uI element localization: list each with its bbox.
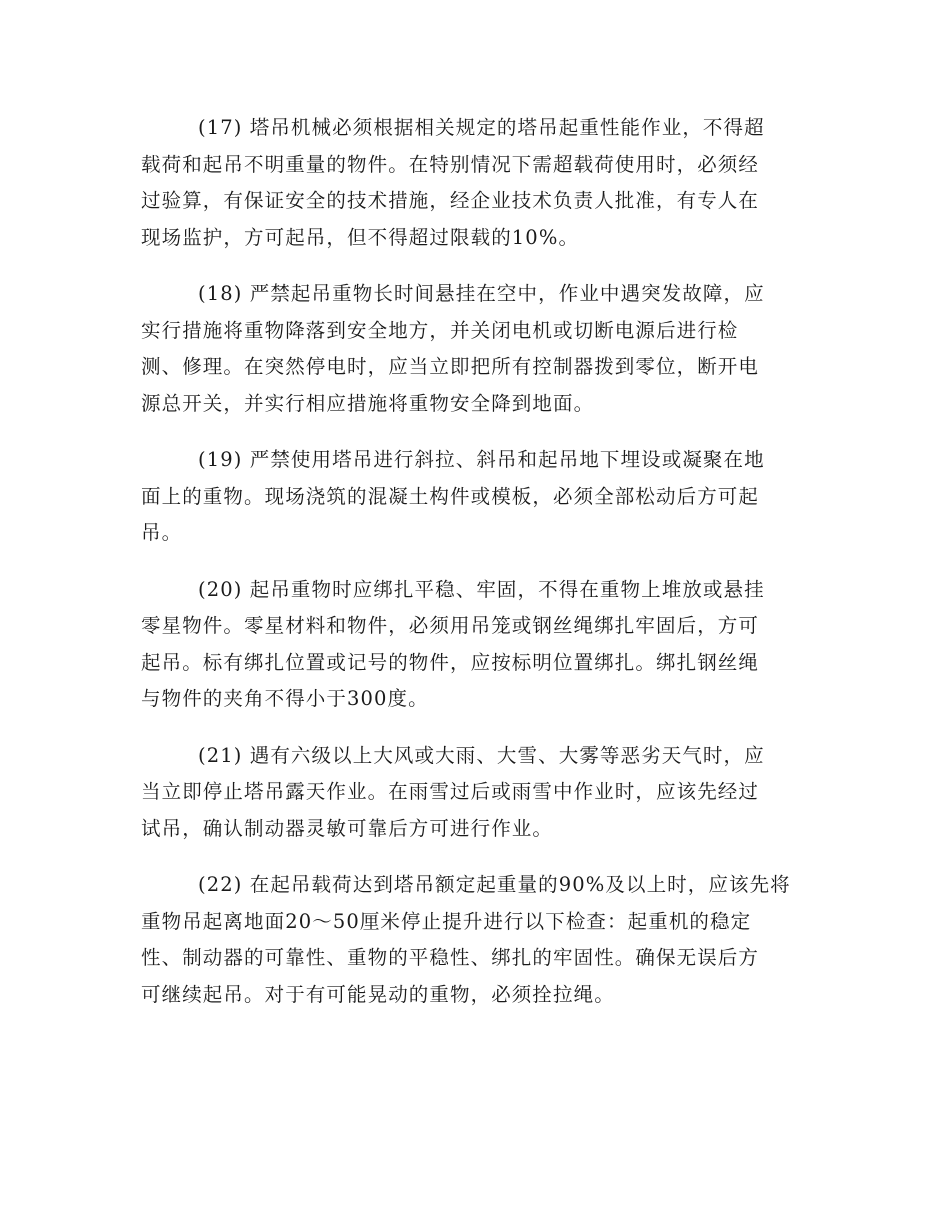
paragraph-line: 重物吊起离地面20～50厘米停止提升进行以下检查：起重机的稳定 (141, 909, 752, 933)
paragraph-line: 吊。 (141, 521, 183, 544)
paragraph-line: (20) 起吊重物时应绑扎平稳、牢固，不得在重物上堆放或悬挂 (198, 577, 765, 601)
paragraph-line: 过验算，有保证安全的技术措施，经企业技术负责人批准，有专人在 (141, 189, 760, 212)
paragraph-line: (18) 严禁起吊重物长时间悬挂在空中，作业中遇突发故障，应 (198, 282, 765, 305)
paragraph-line: 源总开关，并实行相应措施将重物安全降到地面。 (141, 391, 595, 415)
paragraph-21 (141, 738, 811, 848)
paragraph-line: 性、制动器的可靠性、重物的平稳性、绑扎的牢固性。确保无误后方 (141, 946, 760, 969)
paragraph-22 (141, 867, 811, 1013)
paragraph-line: 现场监护，方可起吊，但不得超过限载的10%。 (141, 225, 580, 249)
paragraph-19 (141, 442, 811, 552)
paragraph-18 (141, 276, 811, 422)
paragraph-line: (19) 严禁使用塔吊进行斜拉、斜吊和起吊地下埋设或凝聚在地 (198, 448, 765, 471)
paragraph-17 (141, 110, 811, 256)
paragraph-line: 零星物件。零星材料和物件，必须用吊笼或钢丝绳绑扎牢固后，方可 (141, 614, 760, 637)
paragraph-line: 面上的重物。现场浇筑的混凝土构件或模板，必须全部松动后方可起 (141, 484, 760, 508)
paragraph-line: (22) 在起吊载荷达到塔吊额定起重量的90%及以上时，应该先将 (198, 873, 791, 896)
paragraph-line: 可继续起吊。对于有可能晃动的重物，必须拴拉绳。 (141, 982, 615, 1006)
paragraph-line: 测、修理。在突然停电时，应当立即把所有控制器拨到零位，断开电 (141, 355, 760, 378)
paragraph-line: (21) 遇有六级以上大风或大雨、大雪、大雾等恶劣天气时，应 (198, 743, 765, 767)
paragraph-line: 载荷和起吊不明重量的物件。在特别情况下需超载荷使用时，必须经 (141, 152, 760, 176)
paragraph-20 (141, 572, 811, 718)
paragraph-line: 实行措施将重物降落到安全地方，并关闭电机或切断电源后进行检 (141, 318, 739, 342)
paragraph-line: 起吊。标有绑扎位置或记号的物件，应按标明位置绑扎。绑扎钢丝绳 (141, 650, 760, 674)
paragraph-line: 当立即停止塔吊露天作业。在雨雪过后或雨雪中作业时，应该先经过 (141, 780, 760, 803)
paragraph-line: 试吊，确认制动器灵敏可靠后方可进行作业。 (141, 816, 554, 840)
paragraph-line: 与物件的夹角不得小于300度。 (141, 687, 429, 710)
document-body (141, 110, 811, 1033)
paragraph-line: (17) 塔吊机械必须根据相关规定的塔吊起重性能作业，不得超 (198, 116, 765, 139)
